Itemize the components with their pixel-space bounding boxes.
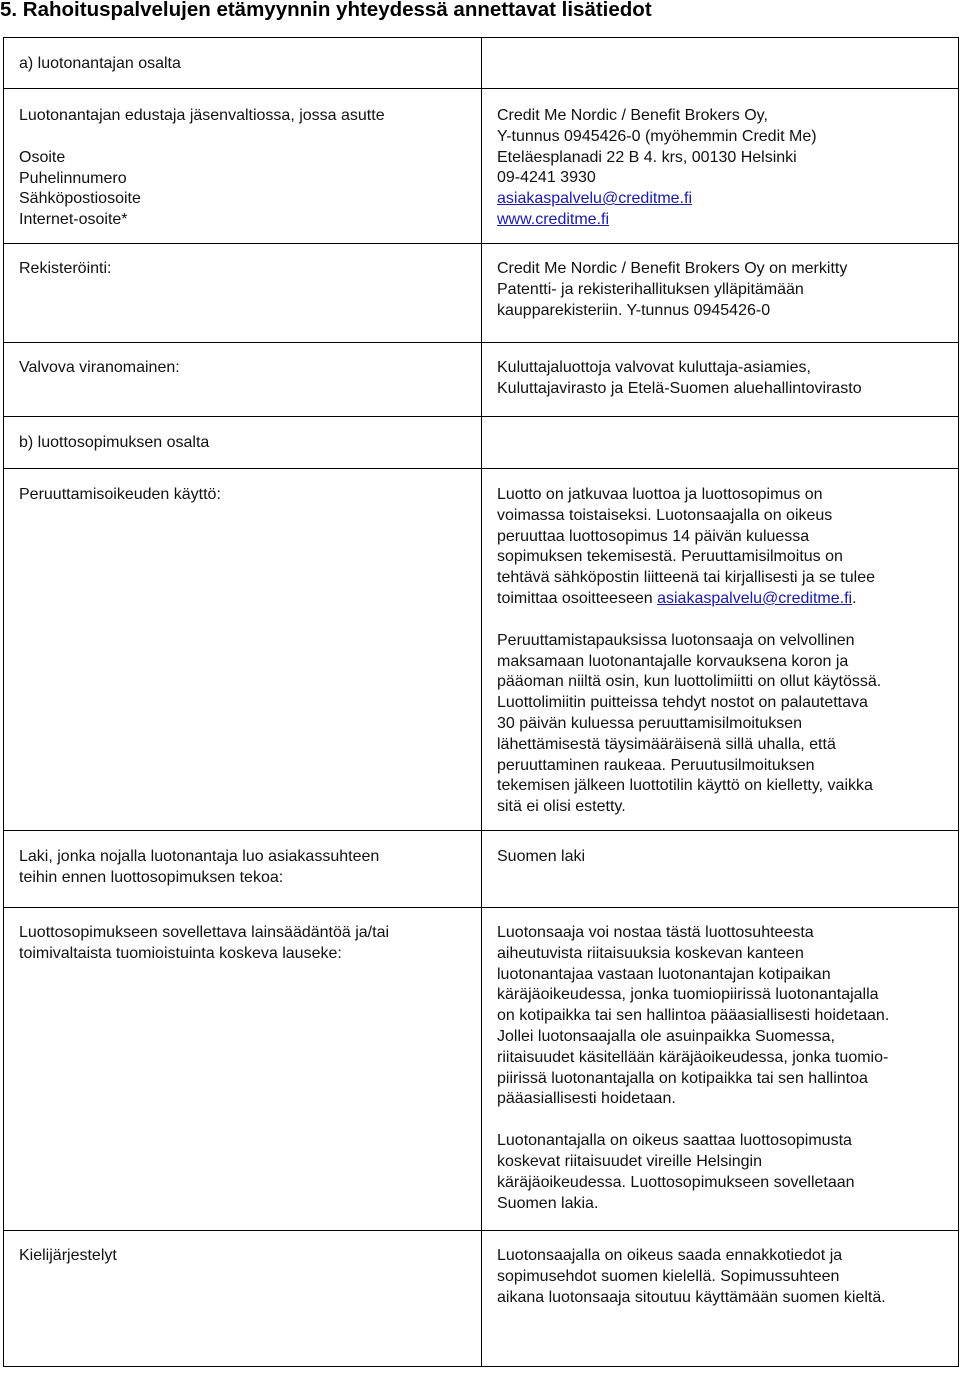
section-a-label-cell (4, 38, 482, 89)
language-line: aikana luotonsaaja sitoutuu käyttämään suomen kieltä. (497, 1288, 886, 1306)
text-line: piirissä luotonantajalla on kotipaikka tai sen hallintoa (497, 1069, 868, 1087)
company-id: Y-tunnus 0945426-0 (myöhemmin Credit Me) (497, 127, 817, 145)
registration-line: Patentti- ja rekisterihallituksen ylläpitämään (497, 280, 804, 298)
registration-line: kaupparekisteriin. Y-tunnus 0945426-0 (497, 301, 771, 319)
jurisdiction-label-line: Luottosopimukseen sovellettava lainsäädäntöä ja/tai (19, 924, 390, 941)
table-row (4, 908, 959, 1231)
text-line: lähettämisestä täysimääräisenä sillä uhalla, että (497, 735, 836, 753)
website-label: Internet-osoite* (19, 211, 128, 229)
text-line: luotonantajaa vastaan luotonantajan kotipaikan (497, 965, 831, 983)
text-line: aiheutuvista riitaisuuksia koskevan kanteen (497, 944, 804, 962)
registration-value-cell (482, 244, 959, 343)
withdrawal-email-link[interactable]: asiakaspalvelu@creditme.fi (657, 589, 853, 607)
text-line: peruuttaminen raukeaa. Peruutusilmoituksen (497, 756, 815, 774)
language-line: Luotonsaajalla on oikeus saada ennakkotiedot ja (497, 1247, 843, 1264)
text-line: käräjäoikeudessa, jonka tuomiopiirissä luotonantajalla (497, 986, 879, 1004)
text-line: riitaisuudet käsitellään käräjäoikeudessa, jonka tuomio- (497, 1048, 889, 1066)
jurisdiction-label-line: toimivaltaista tuomioistuinta koskeva lauseke: (19, 944, 342, 962)
representative-label: Luotonantajan edustaja jäsenvaltiossa, jossa asutte (19, 107, 385, 124)
table-row (4, 1231, 959, 1367)
language-value-cell (482, 1231, 959, 1367)
text-line: Luotonantajalla on oikeus saattaa luottosopimusta (497, 1132, 852, 1150)
jurisdiction-label-cell (4, 908, 482, 1231)
table-row (4, 469, 959, 831)
text-line: sitä ei olisi estetty. (497, 798, 626, 816)
info-table (3, 37, 959, 1367)
section-b-label-cell (4, 417, 482, 469)
table-row (4, 38, 959, 89)
jurisdiction-paragraph-2 (497, 1131, 944, 1214)
text-fragment: . (852, 589, 857, 607)
text-line: pääasiallisesti hoidetaan. (497, 1090, 676, 1108)
section-a-empty-cell (482, 38, 959, 89)
text-line: sopimuksen tekemisestä. Peruuttamisilmoitus on (497, 548, 843, 566)
website-link[interactable]: www.creditme.fi (497, 210, 610, 228)
language-label: Kielijärjestelyt (19, 1247, 117, 1264)
section-b-label: b) luottosopimuksen osalta (19, 434, 210, 451)
jurisdiction-value-cell (482, 908, 959, 1231)
text-line: peruuttaa luottosopimus 14 päivän kuluessa (497, 527, 810, 545)
law-label-line: Laki, jonka nojalla luotonantaja luo asiakassuhteen (19, 848, 380, 865)
language-label-cell (4, 1231, 482, 1367)
text-line: koskevat riitaisuudet vireille Helsingin (497, 1152, 763, 1170)
address-label: Osoite (19, 148, 66, 166)
withdrawal-paragraph-2 (497, 631, 944, 818)
email-link[interactable]: asiakaspalvelu@creditme.fi (497, 190, 692, 208)
language-line: sopimusehdot suomen kielellä. Sopimussuhteen (497, 1267, 840, 1285)
representative-label-cell (4, 89, 482, 244)
page-title: 5. Rahoituspalvelujen etämyynnin yhteydessä annettavat lisätiedot (0, 0, 652, 21)
registration-label-cell (4, 244, 482, 343)
table-row (4, 831, 959, 908)
text-line: maksamaan luotonantajalle korvauksena koron ja (497, 652, 849, 670)
withdrawal-paragraph-1 (497, 485, 944, 610)
registration-line: Credit Me Nordic / Benefit Brokers Oy on merkitty (497, 260, 848, 277)
authority-label-cell (4, 343, 482, 417)
company-name: Credit Me Nordic / Benefit Brokers Oy, (497, 107, 768, 124)
text-line: Luotto on jatkuvaa luottoa ja luottosopimus on (497, 486, 823, 503)
phone-value: 09-4241 3930 (497, 169, 596, 187)
section-b-empty-cell (482, 417, 959, 469)
withdrawal-label-cell (4, 469, 482, 831)
address-value: Eteläesplanadi 22 B 4. krs, 00130 Helsinki (497, 148, 797, 166)
authority-line: Kuluttajaluottoja valvovat kuluttaja-asiamies, (497, 359, 811, 376)
registration-label: Rekisteröinti: (19, 260, 112, 277)
text-line: Suomen lakia. (497, 1194, 599, 1212)
authority-line: Kuluttajavirasto ja Etelä-Suomen aluehallintovirasto (497, 379, 862, 397)
law-label-cell (4, 831, 482, 908)
text-line: on kotipaikka tai sen hallintoa pääasiallisesti hoidetaan. (497, 1007, 890, 1025)
text-line: tehtävä sähköpostin liitteenä tai kirjallisesti ja se tulee (497, 569, 875, 587)
representative-value-cell (482, 89, 959, 244)
text-line: pääoman niiltä osin, kun luottolimiitti on ollut käytössä. (497, 673, 882, 691)
withdrawal-label: Peruuttamisoikeuden käyttö: (19, 486, 221, 503)
law-value: Suomen laki (497, 848, 586, 865)
section-a-label: a) luotonantajan osalta (19, 55, 181, 72)
text-line: Luotonsaaja voi nostaa tästä luottosuhteesta (497, 924, 814, 941)
text-line (497, 589, 944, 610)
table-row (4, 343, 959, 417)
text-line: Jollei luotonsaajalla ole asuinpaikka Suomessa, (497, 1027, 835, 1045)
law-value-cell (482, 831, 959, 908)
text-line: Peruuttamistapauksissa luotonsaaja on velvollinen (497, 631, 855, 649)
phone-label: Puhelinnumero (19, 169, 127, 187)
authority-label: Valvova viranomainen: (19, 359, 180, 376)
authority-value-cell (482, 343, 959, 417)
table-row (4, 417, 959, 469)
text-fragment: toimittaa osoitteeseen (497, 589, 658, 607)
email-label: Sähköpostiosoite (19, 190, 141, 208)
table-row (4, 244, 959, 343)
jurisdiction-paragraph-1 (497, 923, 944, 1110)
text-line: tekemisen jälkeen luottotilin käyttö on kielletty, vaikka (497, 777, 873, 795)
text-line: Luottolimiitin puitteissa tehdyt nostot on palautettava (497, 694, 868, 712)
law-label-line: teihin ennen luottosopimuksen tekoa: (19, 868, 284, 886)
withdrawal-value-cell (482, 469, 959, 831)
table-row (4, 89, 959, 244)
text-line: käräjäoikeudessa. Luottosopimukseen sovelletaan (497, 1173, 855, 1191)
text-line: voimassa toistaiseksi. Luotonsaajalla on oikeus (497, 506, 833, 524)
text-line: 30 päivän kuluessa peruuttamisilmoituksen (497, 714, 803, 732)
